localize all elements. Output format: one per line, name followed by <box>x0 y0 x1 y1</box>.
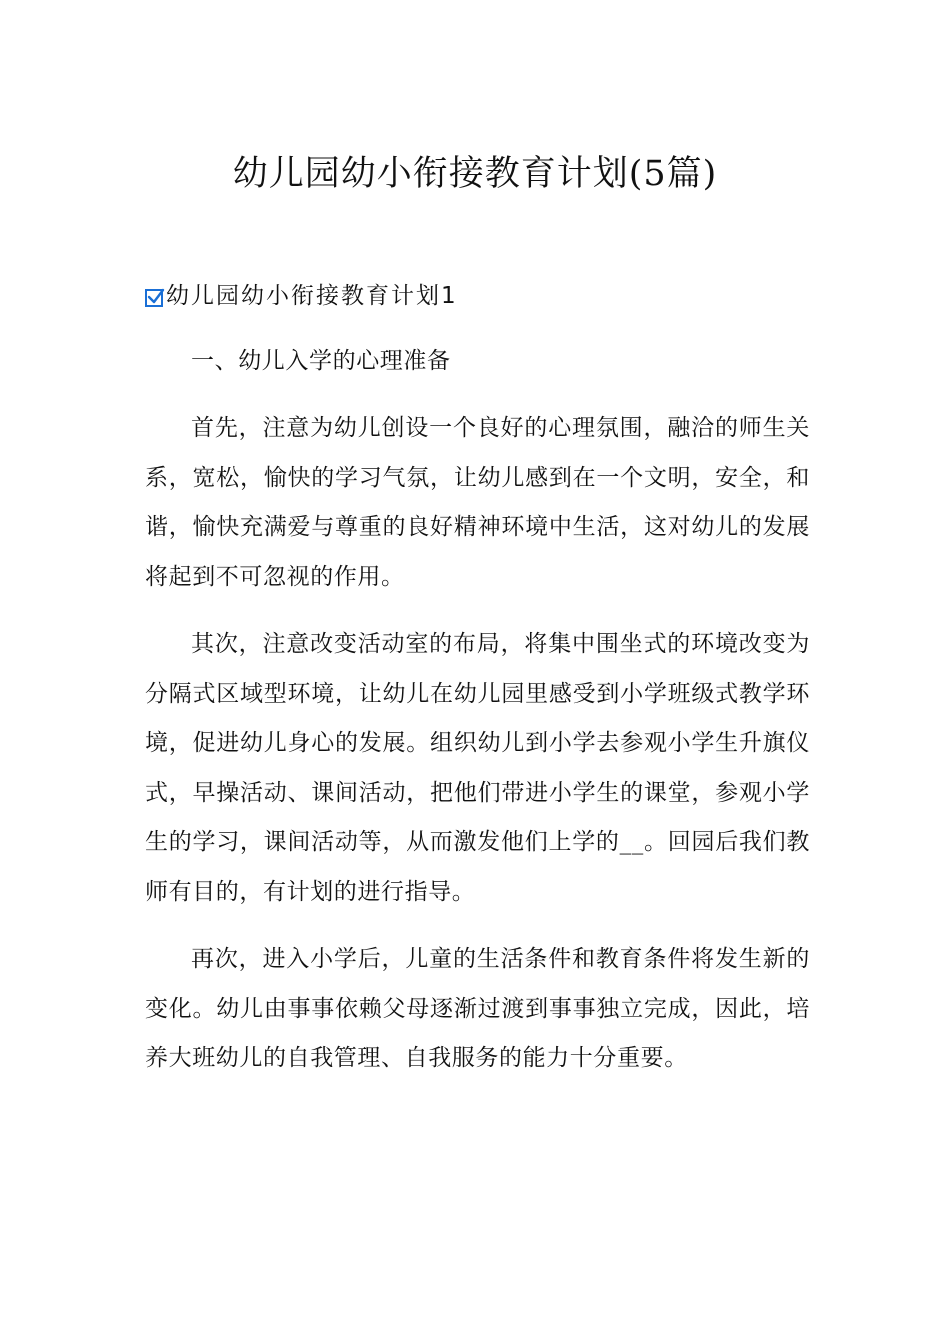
paragraph-3: 再次，进入小学后，儿童的生活条件和教育条件将发生新的变化。幼儿由事事依赖父母逐渐过渡到事事独立完成，因此，培养大班幼儿的自我管理、自我服务的能力十分重要。 <box>145 946 810 1071</box>
page-title: 幼儿园幼小衔接教育计划(5篇) <box>232 154 718 194</box>
section-heading-text: 幼儿园幼小衔接教育计划1 <box>166 282 458 309</box>
section-heading <box>145 275 458 311</box>
paragraph-1: 首先，注意为幼儿创设一个良好的心理氛围，融洽的师生关系，宽松，愉快的学习气氛，让幼儿感到在一个文明，安全，和谐，愉快充满爱与尊重的良好精神环境中生活，这对幼儿的发展将起到不可忽视的作用。 <box>145 415 810 590</box>
checkbox-checked-icon <box>145 289 163 307</box>
subheading: 一、幼儿入学的心理准备 <box>191 348 451 374</box>
paragraph-2: 其次，注意改变活动室的布局，将集中围坐式的环境改变为分隔式区域型环境，让幼儿在幼儿园里感受到小学班级式教学环境，促进幼儿身心的发展。组织幼儿到小学去参观小学生升旗仪式，早操活动、课间活动，把他们带进小学生的课堂，参观小学生的学习，课间活动等，从而激发他们上学的__。回园后我们教师有目的，有计划的进行指导。 <box>145 631 810 905</box>
